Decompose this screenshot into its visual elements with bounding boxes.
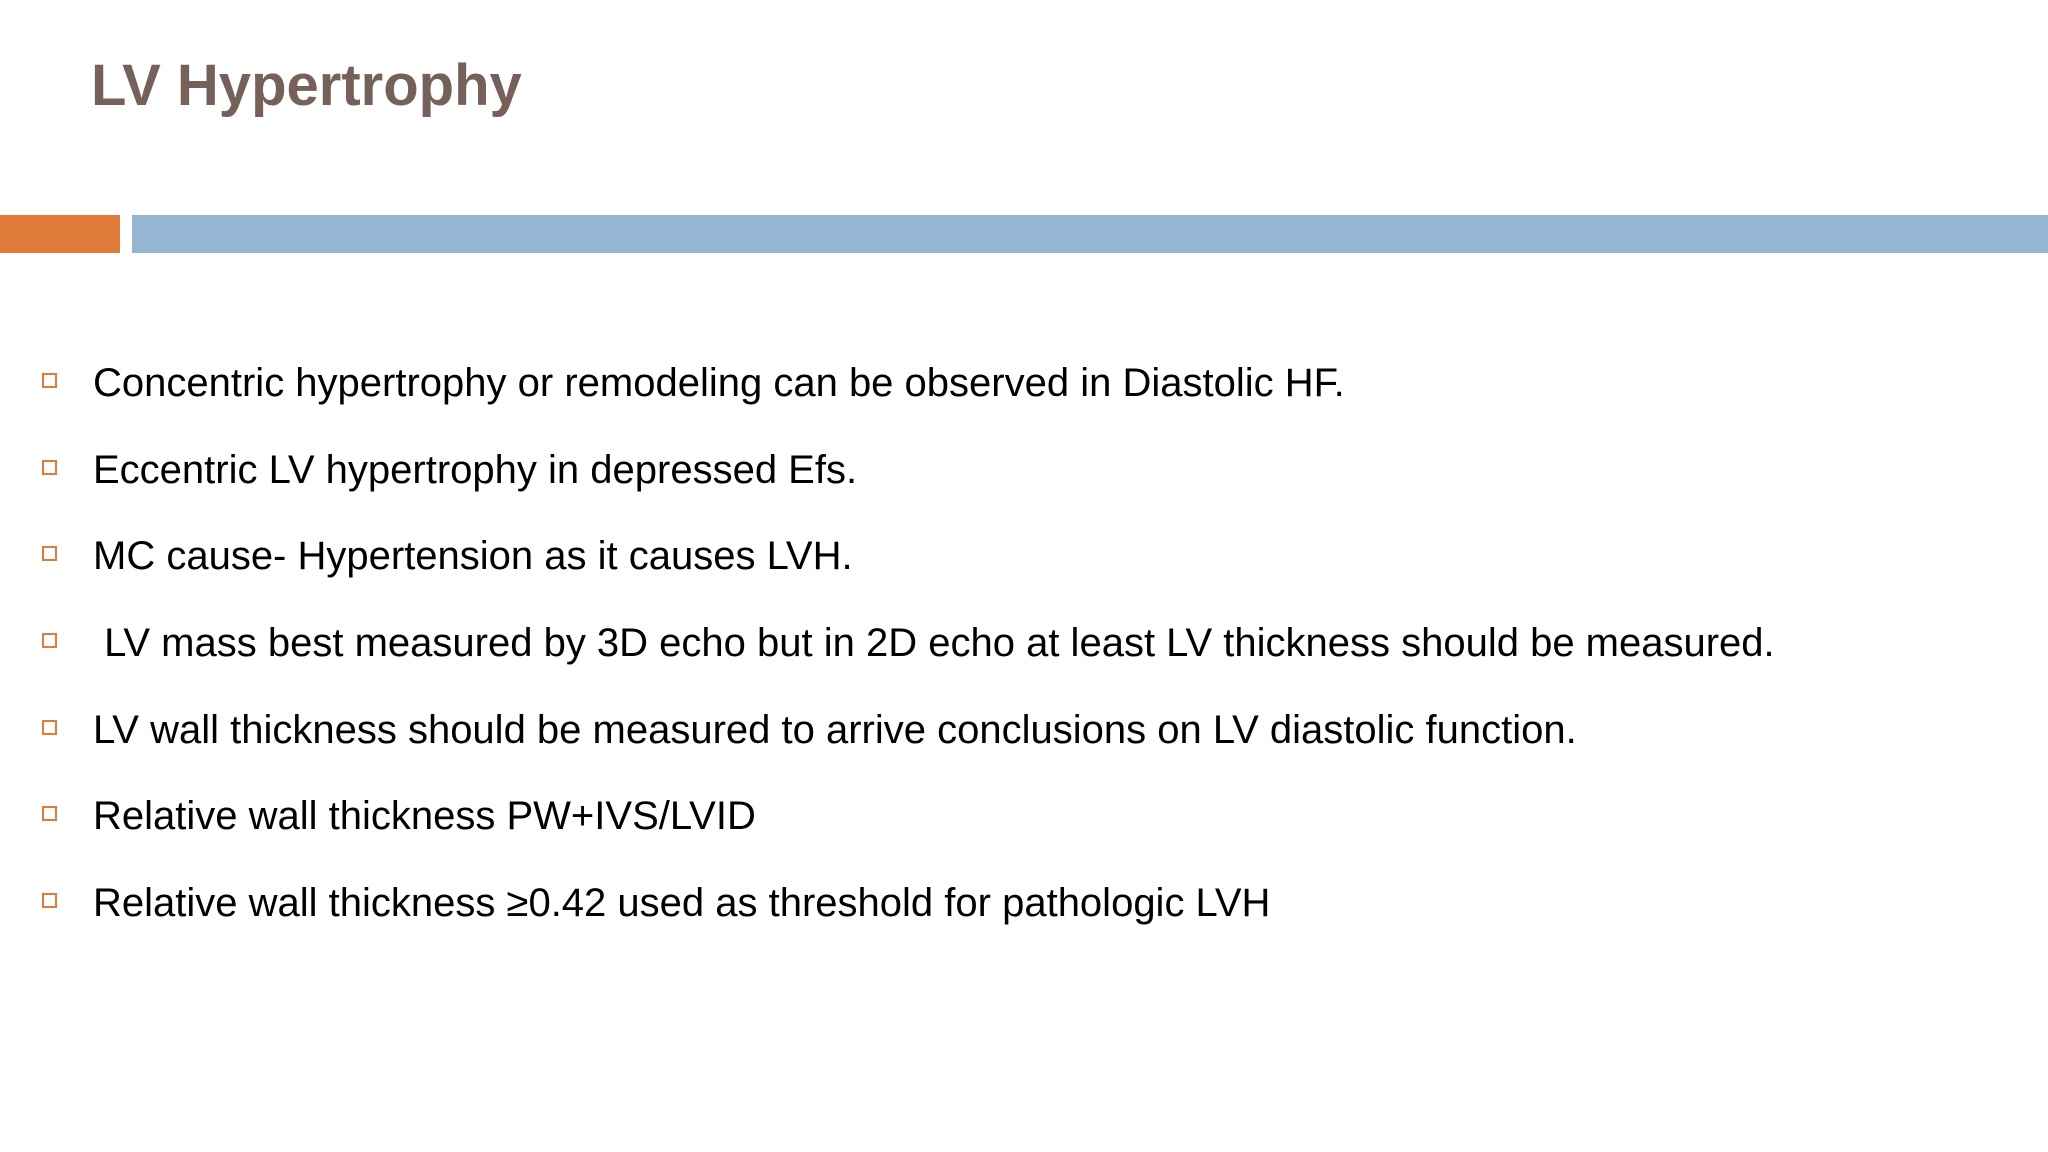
bullet-item	[0, 773, 2048, 860]
bullet-text: Eccentric LV hypertrophy in depressed Efs.	[93, 447, 858, 492]
bullet-text: Relative wall thickness ≥0.42 used as threshold for pathologic LVH	[93, 881, 1271, 926]
bullet-item	[0, 687, 2048, 774]
square-bullet-icon	[42, 806, 57, 821]
title-rule-bar	[132, 215, 2048, 253]
bullet-text: LV wall thickness should be measured to arrive conclusions on LV diastolic function.	[93, 707, 1577, 752]
bullet-item	[0, 427, 2048, 514]
square-bullet-icon	[42, 460, 57, 475]
slide-title: LV Hypertrophy	[91, 53, 522, 118]
square-bullet-icon	[42, 546, 57, 561]
bullet-item	[0, 860, 2048, 947]
square-bullet-icon	[42, 373, 57, 388]
bullet-item	[0, 513, 2048, 600]
square-bullet-icon	[42, 633, 57, 648]
bullet-list	[0, 340, 2048, 947]
accent-bar	[0, 215, 120, 253]
bullet-text: LV mass best measured by 3D echo but in 2D echo at least LV thickness should be measured.	[93, 621, 1775, 666]
bullet-item	[0, 600, 2048, 687]
bullet-text: MC cause- Hypertension as it causes LVH.	[93, 534, 853, 579]
bullet-item	[0, 340, 2048, 427]
square-bullet-icon	[42, 893, 57, 908]
square-bullet-icon	[42, 720, 57, 735]
bullet-text: Relative wall thickness PW+IVS/LVID	[93, 794, 756, 839]
bullet-text: Concentric hypertrophy or remodeling can be observed in Diastolic HF.	[93, 361, 1345, 405]
